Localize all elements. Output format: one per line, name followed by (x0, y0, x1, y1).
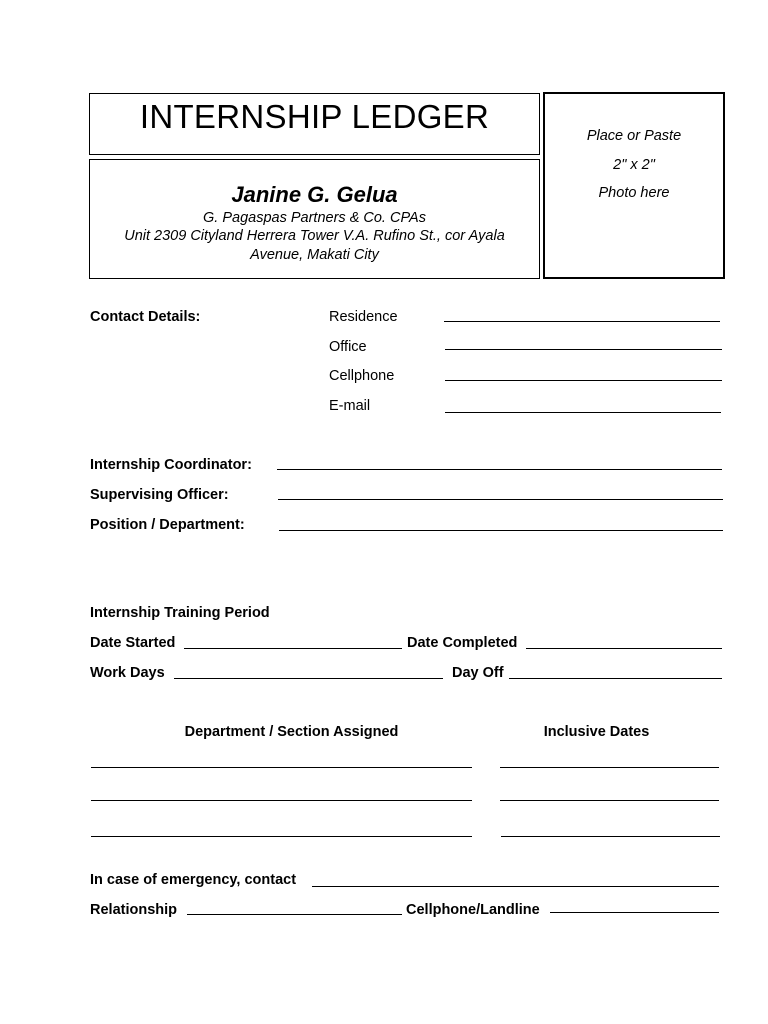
date-completed-label: Date Completed (407, 635, 518, 651)
emergency-phone-label: Cellphone/Landline (406, 902, 540, 918)
photo-size: 2" x 2" (613, 157, 655, 173)
dept-section-row-2[interactable] (91, 800, 472, 801)
work-days-field[interactable] (174, 678, 443, 679)
cellphone-field[interactable] (445, 380, 722, 381)
contact-details-label: Contact Details: (90, 309, 201, 325)
date-completed-field[interactable] (526, 648, 722, 649)
page-title: INTERNSHIP LEDGER (139, 98, 490, 135)
day-off-field[interactable] (509, 678, 722, 679)
date-started-field[interactable] (184, 648, 402, 649)
position-field[interactable] (279, 530, 723, 531)
photo-instruction-1: Place or Paste (586, 128, 682, 144)
coordinator-field[interactable] (277, 469, 722, 470)
emergency-contact-label: In case of emergency, contact (90, 872, 297, 888)
emergency-phone-field[interactable] (550, 912, 719, 913)
supervisor-label: Supervising Officer: (90, 487, 229, 503)
dept-section-row-3[interactable] (91, 836, 472, 837)
training-period-heading: Internship Training Period (90, 605, 270, 621)
day-off-label: Day Off (452, 665, 504, 681)
inclusive-dates-header: Inclusive Dates (543, 724, 650, 740)
intern-name: Janine G. Gelua (231, 182, 398, 207)
cellphone-label: Cellphone (329, 368, 395, 384)
dept-section-header: Department / Section Assigned (184, 724, 399, 740)
office-label: Office (329, 339, 367, 355)
inclusive-dates-row-3[interactable] (501, 836, 720, 837)
relationship-field[interactable] (187, 914, 402, 915)
email-field[interactable] (445, 412, 721, 413)
dept-section-row-1[interactable] (91, 767, 472, 768)
photo-box (543, 92, 725, 279)
company-name: G. Pagaspas Partners & Co. CPAs (203, 210, 426, 226)
work-days-label: Work Days (90, 665, 165, 681)
date-started-label: Date Started (90, 635, 176, 651)
residence-field[interactable] (444, 321, 720, 322)
address-line-2: Avenue, Makati City (250, 247, 379, 263)
supervisor-field[interactable] (278, 499, 723, 500)
coordinator-label: Internship Coordinator: (90, 457, 252, 473)
office-field[interactable] (445, 349, 722, 350)
relationship-label: Relationship (90, 902, 178, 918)
photo-instruction-2: Photo here (598, 185, 670, 201)
inclusive-dates-row-1[interactable] (500, 767, 719, 768)
address-line-1: Unit 2309 Cityland Herrera Tower V.A. Rufino St., cor Ayala (124, 228, 505, 244)
email-label: E-mail (329, 398, 371, 414)
position-label: Position / Department: (90, 517, 245, 533)
intern-info-box (89, 159, 540, 279)
title-box (89, 93, 540, 155)
emergency-contact-field[interactable] (312, 886, 719, 887)
inclusive-dates-row-2[interactable] (500, 800, 719, 801)
residence-label: Residence (329, 309, 398, 325)
